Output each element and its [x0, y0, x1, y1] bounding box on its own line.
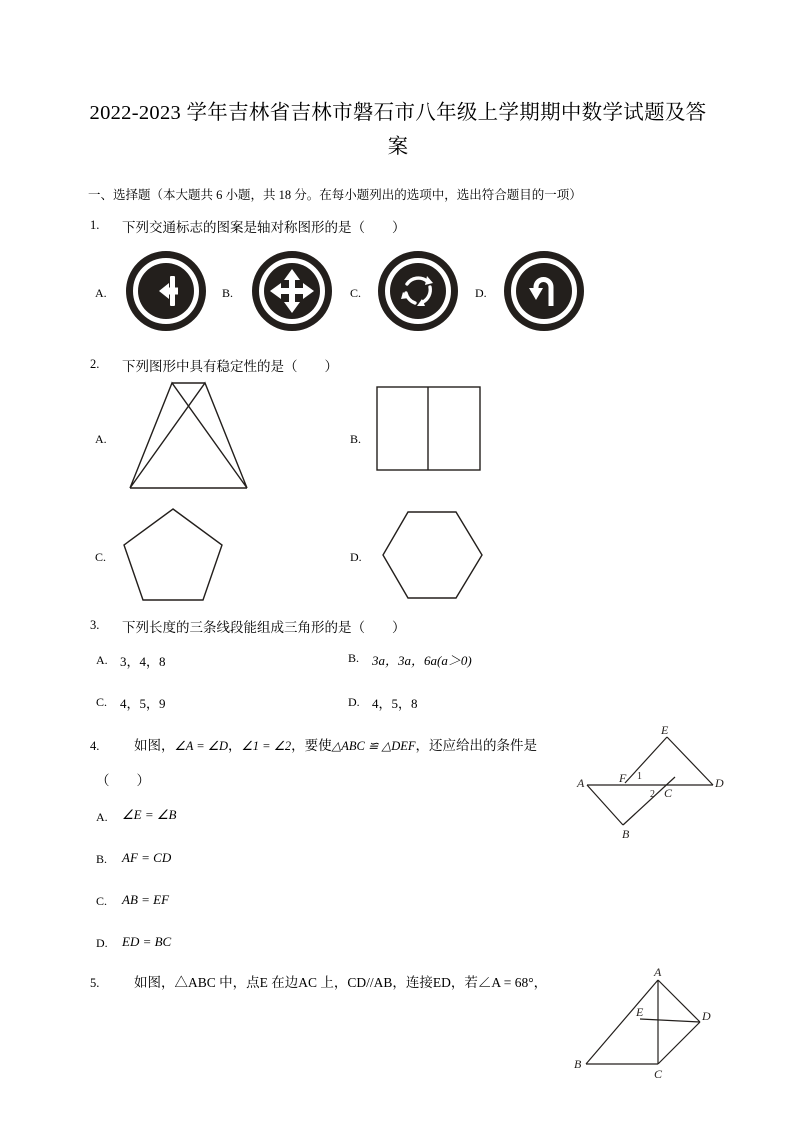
section-heading: 一、选择题（本大题共 6 小题，共 18 分。在每小题列出的选项中，选出符合题目的一项） — [88, 188, 582, 202]
svg-text:A: A — [577, 776, 585, 790]
page-title: 2022-2023 学年吉林省吉林市磐石市八年级上学期期中数学试题及答案 — [89, 102, 707, 158]
question-2-option-d-label: D. — [350, 550, 362, 564]
question-4-number: 4. — [90, 739, 100, 753]
question-2-option-b-label: B. — [350, 432, 362, 446]
question-3-option-d-label: D. — [348, 695, 360, 709]
q4-part-5: ，要使 — [291, 738, 332, 753]
svg-text:D: D — [715, 776, 724, 790]
parallelogram-with-diagonal — [122, 378, 252, 493]
question-4-option-c-text: AB = EF — [122, 892, 170, 907]
question-3-text: 下列长度的三条线段能组成三角形的是（ ） — [122, 620, 406, 635]
question-4-text-line2: （ ） — [96, 773, 150, 788]
question-4-option-d-text: ED = BC — [122, 934, 172, 949]
q4-part-4: ∠1 = ∠2 — [241, 739, 292, 753]
question-3-option-d-text: 4，5，8 — [372, 696, 418, 711]
four-way-cross-arrow-sign — [252, 251, 332, 331]
question-4-text — [134, 734, 537, 754]
question-1-number: 1. — [90, 218, 100, 232]
question-3-number: 3. — [90, 618, 100, 632]
question-3-option-a-label: A. — [96, 653, 108, 667]
question-2-option-a-label: A. — [95, 432, 107, 446]
question-2-number: 2. — [90, 357, 100, 371]
q4-part-7: ，还应给出的条件是 — [415, 738, 538, 753]
question-4-option-a-label: A. — [96, 810, 108, 824]
rectangle-divided — [375, 385, 485, 480]
question-5-number: 5. — [90, 976, 100, 990]
question-2-option-c-label: C. — [95, 550, 107, 564]
question-1-text: 下列交通标志的图案是轴对称图形的是（ ） — [122, 220, 406, 235]
question-3-option-c-text: 4，5，9 — [120, 696, 166, 711]
svg-text:C: C — [654, 1067, 663, 1081]
q4-part-3: ， — [228, 738, 242, 753]
question-3-option-b-text: 3a，3a，6a(a＞0) — [372, 653, 472, 668]
question-1-option-d-label: D. — [475, 286, 487, 300]
hexagon — [378, 508, 488, 603]
svg-text:B: B — [574, 1057, 582, 1071]
svg-text:F: F — [619, 771, 627, 785]
question-1-option-b-label: B. — [222, 286, 234, 300]
question-4-figure — [575, 725, 725, 840]
question-5-figure — [568, 962, 728, 1082]
question-4-option-b-label: B. — [96, 852, 108, 866]
q4-part-1: 如图， — [134, 738, 175, 753]
q4-part-2: ∠A = ∠D — [174, 739, 229, 753]
question-3-option-a-text: 3，4，8 — [120, 654, 166, 669]
question-5-text: 如图，△ABC 中，点E 在边AC 上，CD//AB，连接ED，若∠A = 68°， — [134, 975, 548, 990]
question-4-option-a-text: ∠E = ∠B — [122, 807, 177, 822]
svg-text:1: 1 — [637, 771, 642, 782]
question-2-text: 下列图形中具有稳定性的是（ ） — [122, 359, 338, 374]
u-turn-sign — [504, 251, 584, 331]
question-4-option-c-label: C. — [96, 894, 108, 908]
question-1-option-c-label: C. — [350, 286, 362, 300]
svg-text:E: E — [661, 725, 669, 737]
svg-text:C: C — [664, 786, 673, 800]
svg-text:A: A — [654, 965, 662, 979]
svg-text:2: 2 — [650, 789, 655, 800]
pentagon — [118, 505, 228, 605]
svg-text:B: B — [622, 827, 630, 840]
svg-text:E: E — [636, 1005, 644, 1019]
no-left-turn-sign — [126, 251, 206, 331]
question-4-option-d-label: D. — [96, 936, 108, 950]
question-3-option-c-label: C. — [96, 695, 108, 709]
roundabout-sign — [378, 251, 458, 331]
question-3-option-b-label: B. — [348, 651, 360, 665]
q4-part-6: △ABC ≌ △DEF — [331, 739, 416, 753]
svg-text:D: D — [702, 1009, 711, 1023]
question-1-option-a-label: A. — [95, 286, 107, 300]
question-4-option-b-text: AF = CD — [122, 850, 172, 865]
